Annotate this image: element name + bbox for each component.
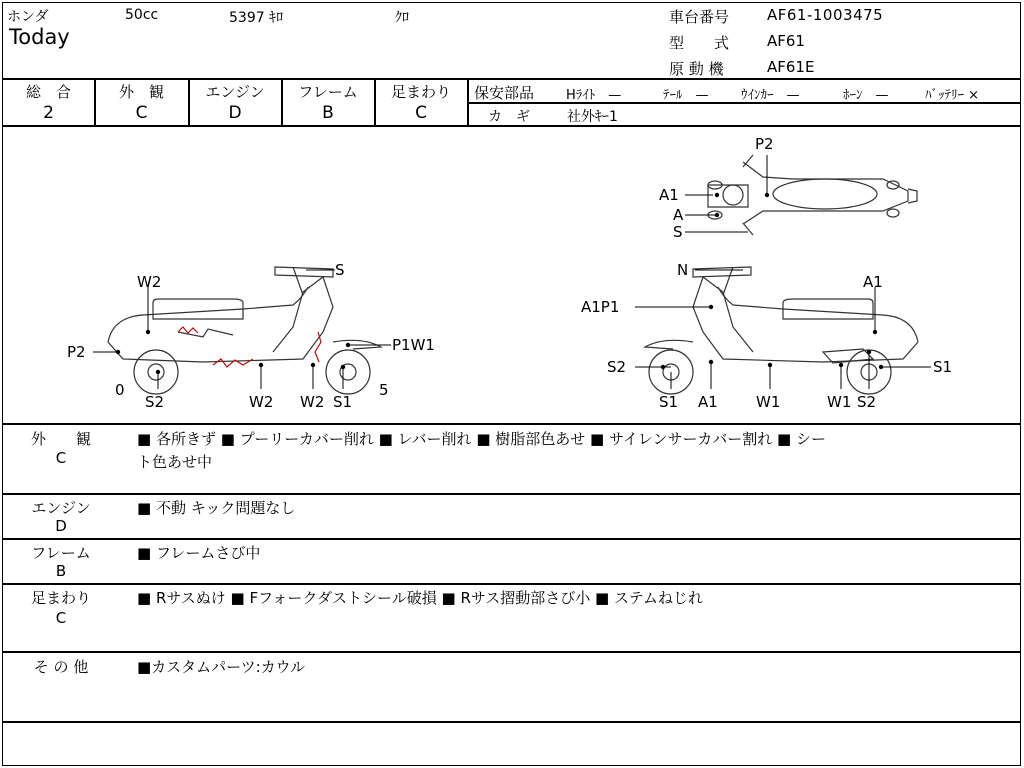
- note-engine-grade: D: [55, 517, 67, 535]
- diagram-label: S1: [333, 393, 353, 411]
- diagram-label: A1P1: [581, 298, 620, 316]
- grade-suspension-value: C: [415, 103, 427, 123]
- note-exterior-grade: C: [55, 449, 67, 467]
- engine-label: 原 動 機: [669, 60, 724, 78]
- diagram-label: W2: [249, 393, 274, 411]
- diagram-label: S: [673, 223, 683, 241]
- grade-frame-value: B: [322, 103, 334, 123]
- type-value: AF61: [767, 32, 805, 50]
- note-suspension-category: 足まわり: [30, 589, 91, 607]
- safety-winker: ｳｲﾝｶｰ —: [741, 88, 800, 103]
- diagram-label: W2: [300, 393, 325, 411]
- model-name: Today: [9, 25, 70, 49]
- diagram-label: A: [673, 206, 684, 224]
- displacement: 50cc: [125, 7, 159, 23]
- note-engine-category: エンジン: [31, 499, 91, 517]
- scooter-top-view: [708, 155, 917, 235]
- grade-engine-label: エンジン: [205, 83, 265, 101]
- engine-value: AF61E: [767, 58, 815, 76]
- note-frame-grade: B: [55, 562, 67, 580]
- color: ｸﾛ: [395, 10, 409, 26]
- note-frame-line1: ■ フレームさび中: [137, 544, 261, 562]
- grade-overall-value: 2: [43, 103, 54, 123]
- frame-no: AF61-1003475: [767, 6, 884, 24]
- diagram-label: S: [335, 261, 345, 279]
- grade-exterior-value: C: [135, 103, 148, 123]
- safety-tail: ﾃｰﾙ —: [663, 88, 709, 103]
- note-exterior-line1: ■ 各所きず ■ プーリーカバー削れ ■ レバー削れ ■ 樹脂部色あせ ■ サイレンサーカバー割れ ■ シー: [137, 430, 826, 448]
- grade-overall-label: 総 合: [25, 83, 71, 101]
- diagram-label: N: [677, 261, 689, 279]
- frame-no-label: 車台番号: [669, 8, 730, 26]
- diagram-label: 0: [115, 381, 125, 399]
- note-exterior-category: 外 観: [30, 430, 91, 448]
- grade-engine-value: D: [228, 103, 242, 123]
- key-label: カ ギ: [488, 109, 530, 125]
- inspection-sheet: [2, 2, 1021, 766]
- diagram-label: W2: [137, 273, 162, 291]
- diagram-label: S1: [933, 358, 953, 376]
- diagram-label: S2: [145, 393, 165, 411]
- note-suspension-grade: C: [55, 609, 67, 627]
- key-value: 社外ｷｰ1: [567, 109, 618, 125]
- damage-diagram: [3, 127, 1020, 423]
- grade-frame-label: フレーム: [298, 83, 358, 101]
- safety-headlight: Hﾗｲﾄ —: [566, 88, 622, 103]
- note-other-line1: ■カスタムパーツ:カウル: [137, 658, 306, 676]
- safety-horn: ﾎｰﾝ —: [843, 88, 889, 103]
- diagram-label: W1: [827, 393, 852, 411]
- diagram-label: W1: [756, 393, 781, 411]
- diagram-label: 5: [379, 381, 389, 399]
- diagram-label: A1: [659, 186, 679, 204]
- maker: ホンダ: [7, 9, 49, 25]
- safety-title: 保安部品: [474, 84, 535, 102]
- diagram-label: P2: [755, 135, 774, 153]
- note-suspension-line1: ■ Rサスぬけ ■ Fフォークダストシール破損 ■ Rサス摺動部さび小 ■ ステムねじれ: [137, 589, 703, 607]
- grade-exterior-label: 外 観: [118, 83, 164, 101]
- note-other-category: そ の 他: [33, 658, 89, 676]
- note-engine-line1: ■ 不動 キック問題なし: [137, 499, 296, 517]
- mileage: 5397 ｷﾛ: [229, 10, 284, 26]
- safety-battery: ﾊﾞｯﾃﾘｰ ×: [925, 88, 980, 103]
- note-exterior-line2: ト色あせ中: [137, 453, 213, 471]
- diagram-label: S1: [659, 393, 679, 411]
- note-frame-category: フレーム: [31, 544, 91, 562]
- diagram-label: S2: [607, 358, 627, 376]
- grade-suspension-label: 足まわり: [390, 83, 451, 101]
- diagram-label: A1: [863, 273, 883, 291]
- diagram-label: A1: [698, 393, 718, 411]
- type-label: 型 式: [669, 34, 730, 52]
- diagram-label: S2: [857, 393, 877, 411]
- diagram-label: P1W1: [392, 336, 435, 354]
- diagram-label: P2: [67, 343, 86, 361]
